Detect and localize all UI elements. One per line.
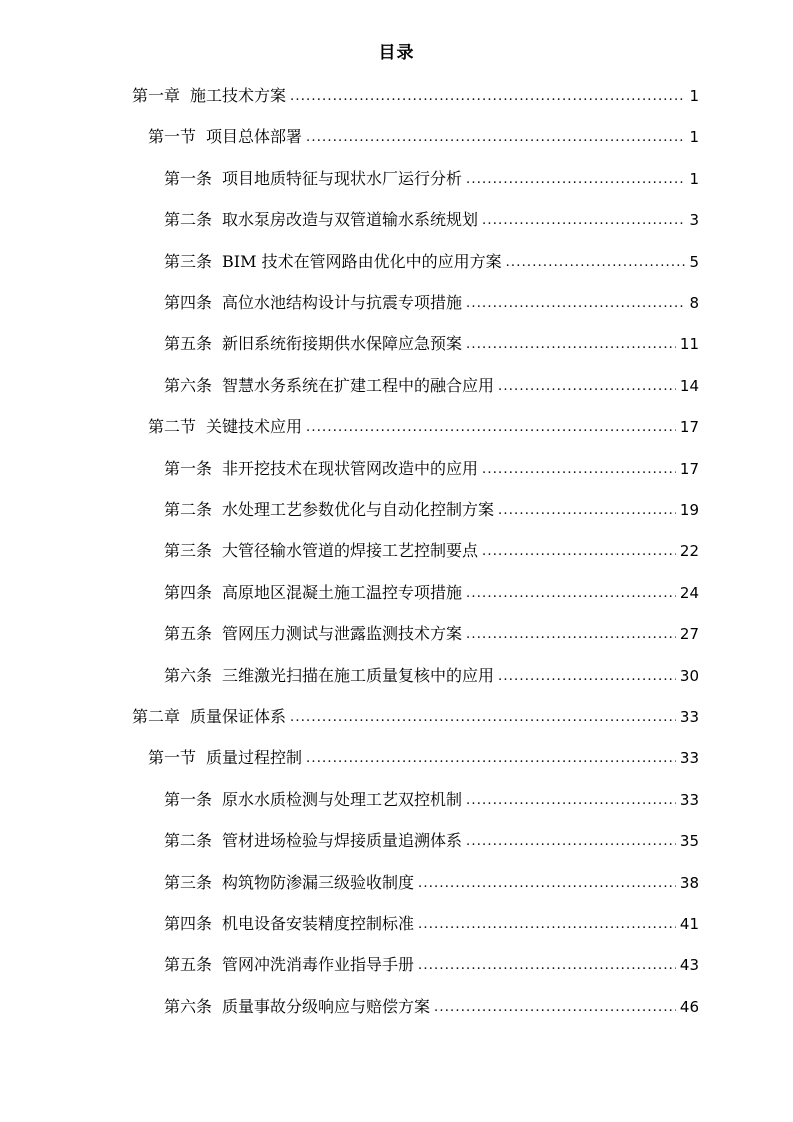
toc-entry[interactable] [164,993,699,1017]
toc-entry-number: 第二条 [164,210,213,229]
toc-entry-number: 第六条 [164,376,213,395]
toc-page-number: 38 [679,874,699,892]
toc-entry[interactable] [132,82,699,106]
toc-dot-leader [498,502,676,520]
toc-entry-number: 第一节 [148,127,197,146]
toc-entry-number: 第一条 [164,790,213,809]
toc-entry-number: 第四条 [164,914,213,933]
toc-entry-number: 第二章 [132,707,181,726]
toc-entry[interactable] [164,827,699,851]
toc-page-number: 14 [679,377,699,395]
toc-entry-title: 水处理工艺参数优化与自动化控制方案 [222,500,495,519]
toc-entry-title: 非开挖技术在现状管网改造中的应用 [222,459,479,478]
toc-page-number: 33 [679,749,699,767]
toc-page-number: 3 [689,211,699,229]
toc-entry-number: 第五条 [164,334,213,353]
toc-page-number: 1 [689,170,699,188]
toc-entry[interactable] [164,165,699,189]
toc-page-number: 27 [679,625,699,643]
toc-entry[interactable] [164,496,699,520]
toc-entry-title: 管材进场检验与焊接质量追溯体系 [222,831,463,850]
page-title: 目录 [378,43,415,63]
toc-entry-title: 施工技术方案 [190,86,287,105]
toc-dot-leader [482,212,685,230]
toc-entry-title: 构筑物防渗漏三级验收制度 [222,873,415,892]
toc-entry[interactable] [164,455,699,479]
toc-entry-title: 高位水池结构设计与抗震专项措施 [222,293,463,312]
toc-dot-leader [290,709,676,727]
toc-dot-leader [466,171,685,189]
toc-dot-leader [418,875,676,893]
toc-dot-leader [482,543,676,561]
toc-entry[interactable] [164,951,699,975]
toc-entry[interactable] [164,537,699,561]
toc-entry[interactable] [164,910,699,934]
toc-entry-number: 第一条 [164,169,213,188]
toc-page-number: 5 [689,253,699,271]
toc-entry-title: 智慧水务系统在扩建工程中的融合应用 [222,376,495,395]
toc-entry-number: 第五条 [164,624,213,643]
toc-entry[interactable] [148,744,699,768]
toc-entry[interactable] [164,330,699,354]
toc-entry[interactable] [164,786,699,810]
toc-entry-title: 项目总体部署 [206,127,303,146]
toc-page-number: 46 [679,998,699,1016]
toc-dot-leader [466,626,676,644]
toc-entry-number: 第一条 [164,459,213,478]
toc-entry-number: 第三条 [164,541,213,560]
toc-page-number: 33 [679,791,699,809]
toc-page-number: 24 [679,584,699,602]
toc-entry-title: 高原地区混凝土施工温控专项措施 [222,583,463,602]
toc-entry-title: 机电设备安装精度控制标准 [222,914,415,933]
toc-entry-number: 第六条 [164,997,213,1016]
toc-entry[interactable] [164,662,699,686]
toc-entry-title: 取水泵房改造与双管道输水系统规划 [222,210,479,229]
toc-entry[interactable] [148,123,699,147]
toc-dot-leader [466,585,676,603]
toc-dot-leader [498,668,676,686]
toc-page-number: 11 [679,335,699,353]
toc-entry-number: 第二节 [148,417,197,436]
toc-page-number: 41 [679,915,699,933]
toc-dot-leader [306,419,676,437]
toc-entry[interactable] [164,869,699,893]
toc-dot-leader [466,833,676,851]
toc-entry-title: 项目地质特征与现状水厂运行分析 [222,169,463,188]
toc-entry-title: BIM 技术在管网路由优化中的应用方案 [222,252,502,271]
toc-entry-title: 质量过程控制 [206,748,303,767]
toc-page-number: 19 [679,501,699,519]
toc-entry-title: 管网冲洗消毒作业指导手册 [222,955,415,974]
toc-dot-leader [306,129,685,147]
toc-entry-title: 新旧系统衔接期供水保障应急预案 [222,334,463,353]
toc-entry-title: 大管径输水管道的焊接工艺控制要点 [222,541,479,560]
toc-entry-title: 三维激光扫描在施工质量复核中的应用 [222,666,495,685]
toc-entry-number: 第三条 [164,252,213,271]
toc-entry-number: 第三条 [164,873,213,892]
toc-dot-leader [498,378,676,396]
toc-page-number: 1 [689,87,699,105]
toc-entry-title: 管网压力测试与泄露监测技术方案 [222,624,463,643]
toc-dot-leader [290,88,685,106]
toc-entry-title: 质量保证体系 [190,707,287,726]
toc-page-number: 35 [679,832,699,850]
toc-page-number: 8 [689,294,699,312]
toc-page-number: 33 [679,708,699,726]
toc-dot-leader [434,999,676,1017]
toc-entry[interactable] [132,703,699,727]
toc-entry[interactable] [164,579,699,603]
toc-dot-leader [466,336,676,354]
toc-page-number: 43 [679,956,699,974]
toc-page-number: 30 [679,667,699,685]
toc-entry[interactable] [148,413,699,437]
toc-entry[interactable] [164,248,699,272]
toc-entry-title: 关键技术应用 [206,417,303,436]
toc-dot-leader [466,295,685,313]
toc-entry-number: 第二条 [164,500,213,519]
toc-entry-number: 第四条 [164,293,213,312]
toc-dot-leader [306,750,676,768]
toc-dot-leader [418,957,676,975]
toc-page-number: 17 [679,418,699,436]
toc-dot-leader [482,461,676,479]
toc-page-number: 1 [689,128,699,146]
toc-entry-number: 第一节 [148,748,197,767]
toc-entry-title: 质量事故分级响应与赔偿方案 [222,997,431,1016]
toc-entry[interactable] [164,372,699,396]
toc-entry[interactable] [164,289,699,313]
toc-entry[interactable] [164,206,699,230]
toc-entry-number: 第四条 [164,583,213,602]
toc-page-number: 22 [679,542,699,560]
toc-dot-leader [466,792,676,810]
toc-page-number: 17 [679,460,699,478]
toc-entry-number: 第二条 [164,831,213,850]
toc-entry-number: 第五条 [164,955,213,974]
toc-entry-number: 第六条 [164,666,213,685]
toc-dot-leader [506,254,686,272]
toc-dot-leader [418,916,676,934]
toc-entry-title: 原水水质检测与处理工艺双控机制 [222,790,463,809]
toc-entry[interactable] [164,620,699,644]
toc-entry-number: 第一章 [132,86,181,105]
